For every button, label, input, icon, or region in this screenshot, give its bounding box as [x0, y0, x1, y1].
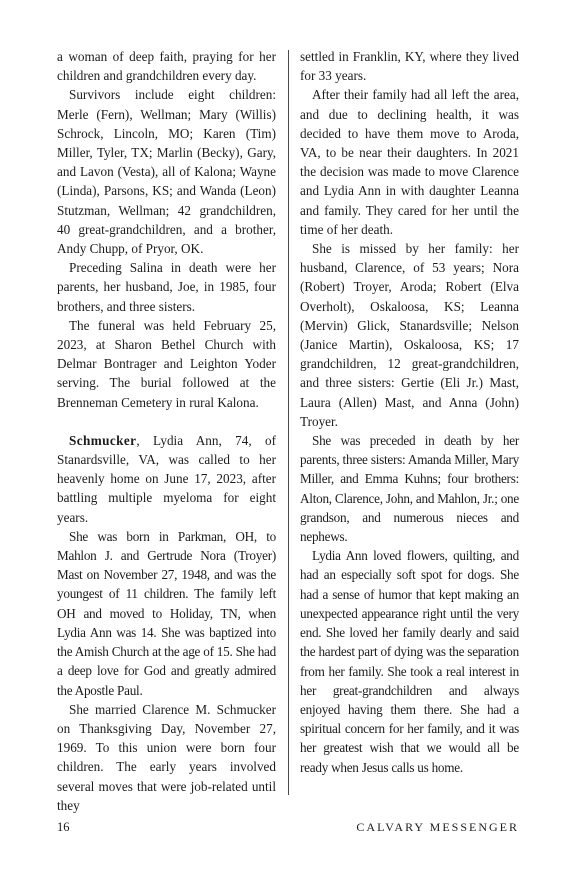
- obituary-intro-text: , Lydia Ann, 74, of Stanardsville, VA, was called to her heavenly home on June 17, 2023, after battling multiple myeloma for eight years.: [57, 432, 276, 525]
- paragraph: She married Clarence M. Schmucker on Thanksgiving Day, November 27, 1969. To this union were born four children. The early years involved several moves that were job-related until they: [57, 701, 276, 813]
- right-column: [300, 47, 519, 777]
- obituary-name: Schmucker: [69, 432, 137, 448]
- paragraph-survivors: Survivors include eight children: Merle (Fern), Wellman; Mary (Willis) Schrock, Lincoln, MO; Karen (Tim) Miller, Tyler, TX; Marlin (Becky), Gary, and Lavon (Vesta), all of Kalona; Wayne (Linda), Parsons, KS; and Wanda (Leon) Stutzman, Wellman; 42 grandchildren, 40 great-grandchildren, and a brother, Andy Chupp, of Pryor, OK.: [57, 87, 276, 257]
- paragraph: a woman of deep faith, praying for her children and grandchildren every day.: [57, 49, 276, 84]
- page-number: 16: [57, 820, 70, 834]
- paragraph: settled in Franklin, KY, where they lived for 33 years.: [300, 49, 519, 84]
- left-column: [57, 47, 276, 815]
- paragraph: She was preceded in death by her parents, three sisters: Amanda Miller, Mary Miller, and Emma Kuhns; four brothers: Alton, Clarence, John, and Mahlon, Jr.; one grandson, and numerous nieces and nephews.: [300, 433, 519, 545]
- paragraph: Lydia Ann loved flowers, quilting, and had an especially soft spot for dogs. She had a sense of humor that kept making an unexpected appearance right until the very end. She loved her family dearly and said the hardest part of dying was the separation from her family. She took a real interest in her great-grandchildren and always enjoyed having them there. She had a spiritual concern for her family, and it was her greatest wish that we would all be ready when Jesus calls us home.: [300, 548, 519, 775]
- publication-title: CALVARY MESSENGER: [356, 820, 519, 834]
- paragraph: Preceding Salina in death were her parents, her husband, Joe, in 1985, four brothers, and three sisters.: [57, 260, 276, 314]
- paragraph: The funeral was held February 25, 2023, at Sharon Bethel Church with Delmar Bontrager and Leighton Yoder serving. The burial followed at the Brenneman Cemetery in rural Kalona.: [57, 317, 276, 410]
- column-divider: [288, 50, 289, 795]
- obituary-intro: [57, 431, 276, 527]
- paragraph-survivors: She is missed by her family: her husband, Clarence, of 53 years; Nora (Robert) Troyer, Aroda; Robert (Elva Overholt), Oskaloosa, KS; Leanna (Mervin) Glick, Stanardsville; Nelson (Janice Martin), Oskaloosa, KS; 17 grandchildren, 12 great-grandchildren, and three sisters: Gertie (Eli Jr.) Mast, Laura (Allen) Mast, and Anna (John) Troyer.: [300, 241, 519, 429]
- paragraph: After their family had all left the area, and due to declining health, it was decided to have them move to Aroda, VA, to be near their daughters. In 2021 the decision was made to move Clarence and Lydia Ann in with daughter Leanna and family. They cared for her until the time of her death.: [300, 87, 519, 237]
- paragraph: She was born in Parkman, OH, to Mahlon J. and Gertrude Nora (Troyer) Mast on November 27, 1948, and was the youngest of 11 children. The family left OH and moved to Holiday, TN, when Lydia Ann was 14. She was baptized into the Amish Church at the age of 15. She had a deep love for God and greatly admired the Apostle Paul.: [57, 528, 276, 698]
